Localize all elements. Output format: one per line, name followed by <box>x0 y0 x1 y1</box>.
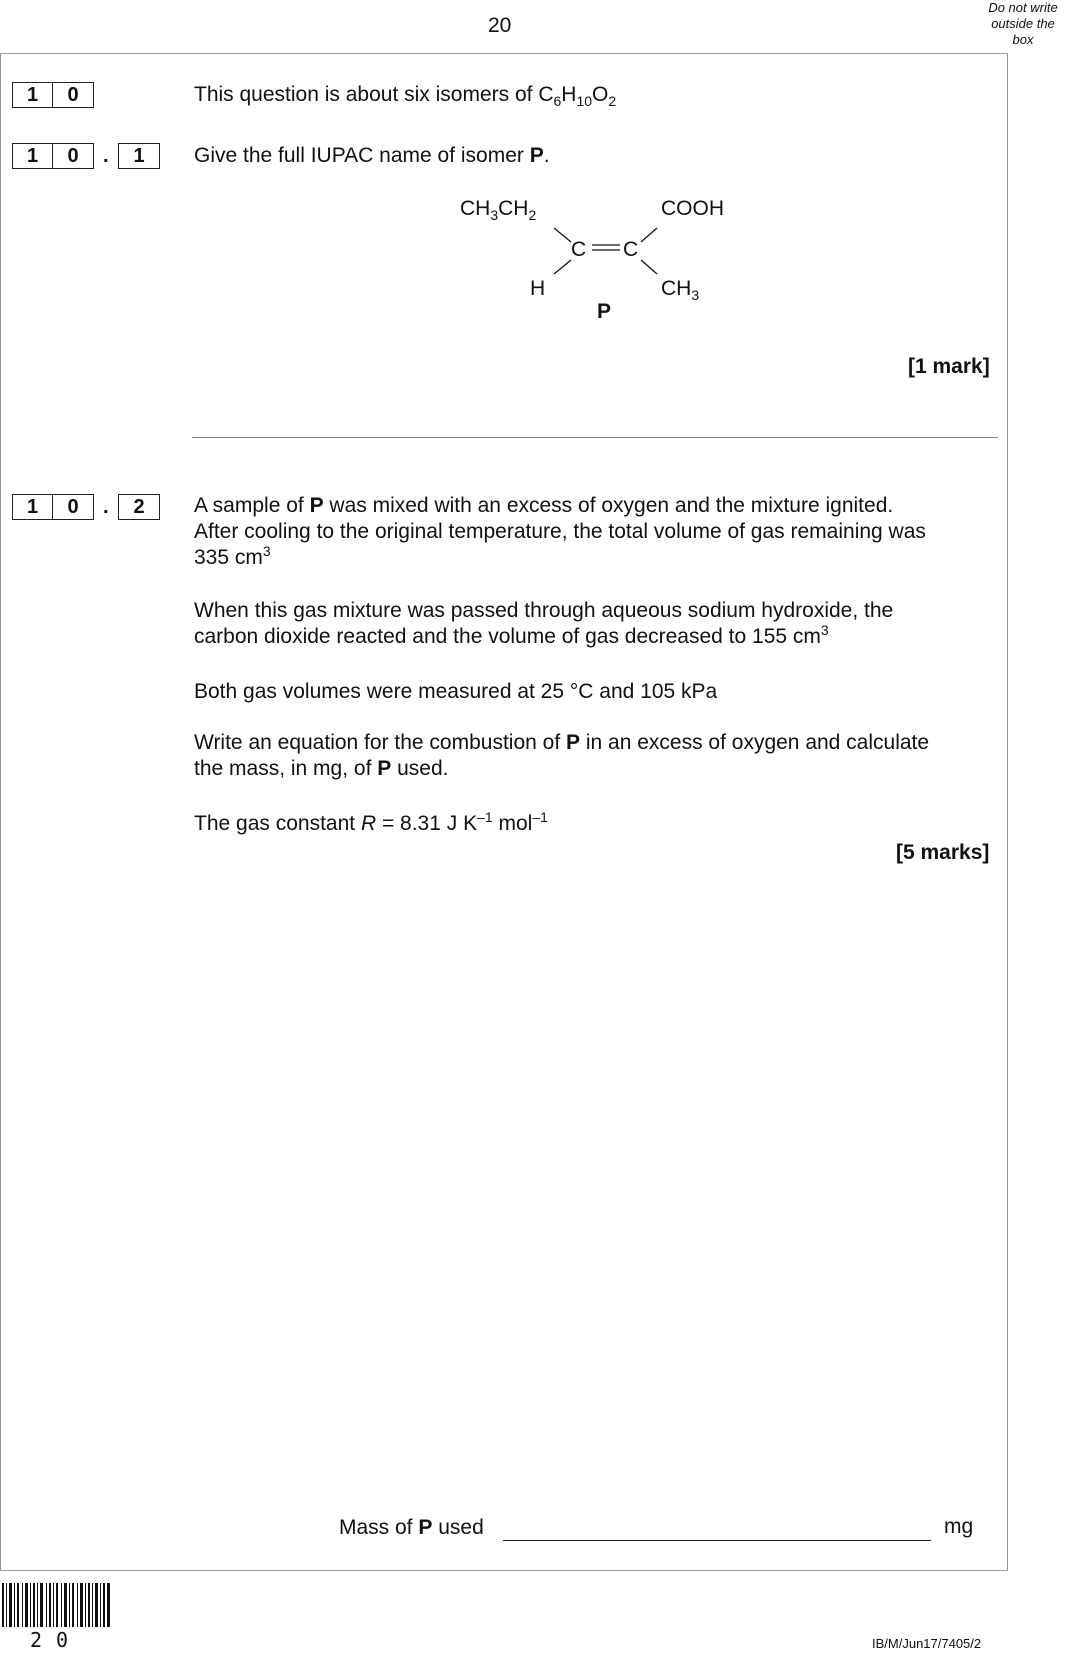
carbon-left: C <box>571 238 587 261</box>
question-10-2-paragraph-1: A sample of P was mixed with an excess of oxygen and the mixture ignited. After cooling to the original temperature, the total volume of gas remaining was 335 $cm^3$ <box>194 494 926 569</box>
group-h: H <box>530 277 546 300</box>
carbon-right: C <box>623 238 639 261</box>
group-ch3ch2: $CH_3CH_2$ <box>460 197 537 223</box>
marks-10-2: [5 marks] <box>896 841 990 864</box>
question-dot: . <box>103 496 109 518</box>
question-10-2-paragraph-2: When this gas mixture was passed through aqueous sodium hydroxide, the carbon dioxide reacted and the volume of gas decreased to 155 $cm^3$ <box>194 599 894 648</box>
answer-label: Mass of P used <box>339 1516 484 1539</box>
barcode-digits: 20 <box>30 1628 83 1652</box>
question-subpart: 2 <box>118 494 160 520</box>
question-digit: 1 <box>12 494 53 520</box>
margin-note <box>978 0 1068 48</box>
page-number: 20 <box>488 14 512 37</box>
isomer-label-p: P <box>597 300 612 323</box>
bond-bottom-right <box>641 260 657 274</box>
question-digit: 0 <box>53 82 94 108</box>
question-subpart: 1 <box>118 143 160 169</box>
question-10-1-prompt: Give the full IUPAC name of isomer P. <box>194 144 550 167</box>
question-10-2-conditions: Both gas volumes were measured at 25 °C and 105 kPa <box>194 680 718 703</box>
question-digit: 1 <box>12 143 53 169</box>
bond-top-left <box>554 228 571 242</box>
question-10-2-gas-constant: The gas constant R = 8.31 J $K^{-1}$ mol$^{-1}$ <box>194 809 548 835</box>
question-dot: . <box>103 145 109 167</box>
answer-input-line[interactable] <box>503 1540 931 1541</box>
bond-top-right <box>641 228 657 242</box>
margin-note-line: outside the <box>991 16 1055 31</box>
question-number-10 <box>12 82 94 108</box>
question-digit: 0 <box>53 494 94 520</box>
question-number-10-1 <box>12 143 94 169</box>
margin-note-line: Do not write <box>988 0 1058 15</box>
question-10-2-instruction: Write an equation for the combustion of P in an excess of oxygen and calculate the mass, in mg, of P used. <box>194 731 930 780</box>
group-cooh: COOH <box>661 197 724 220</box>
section-divider <box>192 437 998 438</box>
bond-bottom-left <box>554 260 571 274</box>
question-digit: 1 <box>12 82 53 108</box>
marks-10-1: [1 mark] <box>908 355 990 378</box>
margin-note-line: box <box>1012 32 1034 47</box>
structure-diagram-p <box>440 188 760 328</box>
paper-code: IB/M/Jun17/7405/2 <box>872 1636 982 1651</box>
question-digit: 0 <box>53 143 94 169</box>
question-number-10-2 <box>12 494 94 520</box>
answer-unit: mg <box>944 1515 974 1538</box>
group-ch3: $CH_3$ <box>661 277 700 303</box>
barcode <box>0 1583 112 1627</box>
question-10-intro: This question is about six isomers of $C_6H_{10}O_2$ <box>194 83 617 110</box>
